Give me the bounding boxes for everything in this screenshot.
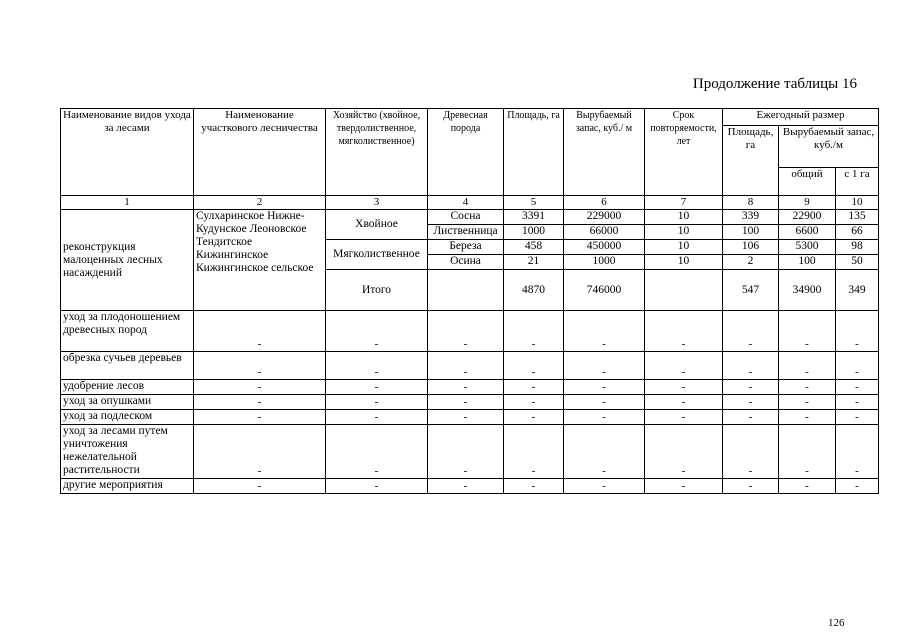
- table-row: [61, 311, 879, 352]
- dash-cell: -: [836, 380, 879, 395]
- area-cell: 1000: [504, 225, 564, 240]
- col-number: 8: [723, 196, 779, 210]
- header-economy: Хозяйство (хвойное, твердолиственное, мягколиственное): [326, 109, 428, 196]
- dash-cell: -: [564, 380, 645, 395]
- dash-cell: -: [564, 395, 645, 410]
- dash-cell: -: [645, 410, 723, 425]
- period-cell: 10: [645, 210, 723, 225]
- dash-cell: -: [779, 380, 836, 395]
- header-period: Срок повторяемости, лет: [645, 109, 723, 196]
- dash-cell: -: [564, 410, 645, 425]
- dash-cell: -: [428, 380, 504, 395]
- dash-cell: -: [836, 410, 879, 425]
- dash-cell: -: [779, 479, 836, 494]
- annual-total-cell: 100: [779, 255, 836, 270]
- dash-cell: -: [645, 425, 723, 479]
- dash-cell: -: [779, 425, 836, 479]
- row-label: уход за плодоношением древесных пород: [61, 311, 194, 352]
- stock-cell: 229000: [564, 210, 645, 225]
- period-cell: 10: [645, 225, 723, 240]
- stock-cell: 1000: [564, 255, 645, 270]
- header-annual-area: Площадь, га: [723, 126, 779, 196]
- dash-cell: -: [504, 395, 564, 410]
- dash-cell: -: [723, 311, 779, 352]
- period-cell: 10: [645, 255, 723, 270]
- col-number: 9: [779, 196, 836, 210]
- annual-area-cell: 100: [723, 225, 779, 240]
- empty-cell: [645, 270, 723, 311]
- species-cell: Осина: [428, 255, 504, 270]
- dash-cell: -: [428, 410, 504, 425]
- dash-cell: -: [428, 395, 504, 410]
- header-annual-total: общий: [779, 168, 836, 196]
- row-label-reconstruction: реконструкция малоценных лесных насаждений: [61, 210, 194, 311]
- species-cell: Лиственница: [428, 225, 504, 240]
- dash-cell: -: [326, 380, 428, 395]
- dash-cell: -: [779, 352, 836, 380]
- column-numbers-row: [61, 196, 879, 210]
- area-cell: 3391: [504, 210, 564, 225]
- dash-cell: -: [645, 352, 723, 380]
- row-label: другие мероприятия: [61, 479, 194, 494]
- annual-total-cell: 6600: [779, 225, 836, 240]
- dash-cell: -: [326, 395, 428, 410]
- table-row: [61, 352, 879, 380]
- period-cell: 10: [645, 240, 723, 255]
- dash-cell: -: [779, 410, 836, 425]
- total-annual-total: 34900: [779, 270, 836, 311]
- dash-cell: -: [194, 479, 326, 494]
- header-species: Древесная порода: [428, 109, 504, 196]
- col-number: 6: [564, 196, 645, 210]
- dash-cell: -: [564, 479, 645, 494]
- row-label: уход за опушками: [61, 395, 194, 410]
- dash-cell: -: [428, 311, 504, 352]
- row-label: обрезка сучьев деревьев: [61, 352, 194, 380]
- annual-per-ha-cell: 50: [836, 255, 879, 270]
- dash-cell: -: [326, 311, 428, 352]
- total-annual-per-ha: 349: [836, 270, 879, 311]
- annual-area-cell: 339: [723, 210, 779, 225]
- stock-cell: 450000: [564, 240, 645, 255]
- total-stock: 746000: [564, 270, 645, 311]
- col-number: 1: [61, 196, 194, 210]
- dash-cell: -: [645, 311, 723, 352]
- annual-per-ha-cell: 98: [836, 240, 879, 255]
- dash-cell: -: [836, 479, 879, 494]
- row-label: уход за подлеском: [61, 410, 194, 425]
- dash-cell: -: [645, 395, 723, 410]
- dash-cell: -: [194, 410, 326, 425]
- area-cell: 458: [504, 240, 564, 255]
- table-row: [61, 479, 879, 494]
- dash-cell: -: [428, 352, 504, 380]
- economy-conifer: Хвойное: [326, 210, 428, 240]
- col-number: 5: [504, 196, 564, 210]
- dash-cell: -: [194, 425, 326, 479]
- header-care-type: Наименование видов ухода за лесами: [61, 109, 194, 196]
- dash-cell: -: [428, 479, 504, 494]
- annual-per-ha-cell: 135: [836, 210, 879, 225]
- stock-cell: 66000: [564, 225, 645, 240]
- dash-cell: -: [194, 380, 326, 395]
- total-label: Итого: [326, 270, 428, 311]
- table-row: [61, 425, 879, 479]
- dash-cell: -: [504, 311, 564, 352]
- page-number: 126: [828, 617, 845, 629]
- header-forestry: Наименование участкового лесничества: [194, 109, 326, 196]
- species-cell: Сосна: [428, 210, 504, 225]
- col-number: 2: [194, 196, 326, 210]
- annual-area-cell: 2: [723, 255, 779, 270]
- dash-cell: -: [194, 352, 326, 380]
- dash-cell: -: [194, 395, 326, 410]
- forestries-list: Сулхаринское Нижне-Кудунское Леоновское Тендитское Кижингинское Кижингинское сельское: [194, 210, 326, 311]
- dash-cell: -: [504, 425, 564, 479]
- dash-cell: -: [723, 479, 779, 494]
- dash-cell: -: [645, 380, 723, 395]
- total-area: 4870: [504, 270, 564, 311]
- forest-care-table: [60, 108, 879, 494]
- dash-cell: -: [779, 311, 836, 352]
- header-annual-stock: Вырубаемый запас, куб./м: [779, 126, 879, 168]
- dash-cell: -: [836, 395, 879, 410]
- dash-cell: -: [723, 425, 779, 479]
- table-row: [61, 395, 879, 410]
- dash-cell: -: [326, 410, 428, 425]
- header-annual-per-ha: с 1 га: [836, 168, 879, 196]
- row-label: удобрение лесов: [61, 380, 194, 395]
- economy-soft: Мягколиственное: [326, 240, 428, 270]
- dash-cell: -: [326, 425, 428, 479]
- dash-cell: -: [723, 395, 779, 410]
- dash-cell: -: [504, 479, 564, 494]
- col-number: 4: [428, 196, 504, 210]
- species-cell: Береза: [428, 240, 504, 255]
- dash-cell: -: [723, 380, 779, 395]
- col-number: 10: [836, 196, 879, 210]
- table-row: [61, 210, 879, 225]
- dash-cell: -: [836, 311, 879, 352]
- col-number: 3: [326, 196, 428, 210]
- col-number: 7: [645, 196, 723, 210]
- dash-cell: -: [428, 425, 504, 479]
- dash-cell: -: [326, 352, 428, 380]
- annual-total-cell: 22900: [779, 210, 836, 225]
- empty-cell: [428, 270, 504, 311]
- table-row: [61, 410, 879, 425]
- dash-cell: -: [564, 425, 645, 479]
- table-row: [61, 380, 879, 395]
- dash-cell: -: [504, 352, 564, 380]
- dash-cell: -: [564, 311, 645, 352]
- header-annual: Ежегодный размер: [723, 109, 879, 126]
- dash-cell: -: [836, 425, 879, 479]
- dash-cell: -: [723, 352, 779, 380]
- dash-cell: -: [504, 410, 564, 425]
- annual-area-cell: 106: [723, 240, 779, 255]
- dash-cell: -: [645, 479, 723, 494]
- dash-cell: -: [194, 311, 326, 352]
- dash-cell: -: [504, 380, 564, 395]
- dash-cell: -: [836, 352, 879, 380]
- dash-cell: -: [723, 410, 779, 425]
- annual-per-ha-cell: 66: [836, 225, 879, 240]
- row-label: уход за лесами путем уничтожения нежелательной растительности: [61, 425, 194, 479]
- header-stock: Вырубаемый запас, куб./ м: [564, 109, 645, 196]
- header-area: Площадь, га: [504, 109, 564, 196]
- dash-cell: -: [779, 395, 836, 410]
- annual-total-cell: 5300: [779, 240, 836, 255]
- area-cell: 21: [504, 255, 564, 270]
- dash-cell: -: [326, 479, 428, 494]
- total-annual-area: 547: [723, 270, 779, 311]
- table-caption: Продолжение таблицы 16: [692, 76, 857, 92]
- dash-cell: -: [564, 352, 645, 380]
